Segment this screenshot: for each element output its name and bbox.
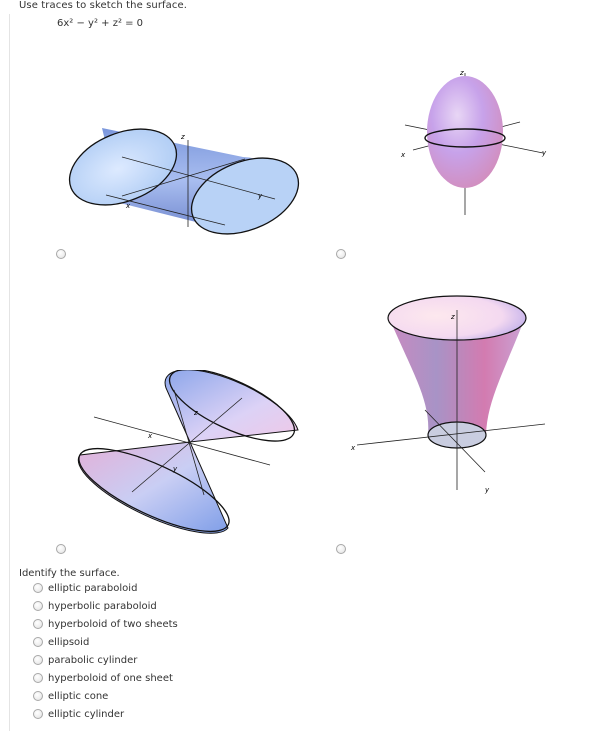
option-radio[interactable] xyxy=(33,709,43,719)
option-radio[interactable] xyxy=(33,583,43,593)
figure-1-radio[interactable] xyxy=(56,249,66,259)
axis-label-y: y xyxy=(258,192,263,200)
option-label: hyperboloid of one sheet xyxy=(48,672,173,684)
option-hyperbolic-paraboloid[interactable] xyxy=(33,599,157,613)
elliptic-cylinder-graph xyxy=(60,115,310,240)
axis-label-x: x xyxy=(126,202,131,210)
option-label: hyperboloid of two sheets xyxy=(48,618,178,630)
figure-3-radio[interactable] xyxy=(56,544,66,554)
axis-label-y: y xyxy=(485,486,490,494)
option-radio[interactable] xyxy=(33,673,43,683)
option-hyperboloid-of-two-sheets[interactable] xyxy=(33,617,178,631)
option-hyperboloid-of-one-sheet[interactable] xyxy=(33,671,173,685)
option-radio[interactable] xyxy=(33,691,43,701)
option-label: elliptic cone xyxy=(48,690,109,702)
axis-label-z: z xyxy=(181,133,185,141)
axis-label-z: z xyxy=(451,313,455,321)
option-label: elliptic paraboloid xyxy=(48,582,138,594)
equation: 6x² − y² + z² = 0 xyxy=(57,18,144,29)
option-radio[interactable] xyxy=(33,601,43,611)
axis-label-z: z xyxy=(194,409,198,417)
axis-label-x: x xyxy=(351,444,356,452)
question-prompt: Use traces to sketch the surface. xyxy=(19,0,188,11)
option-label: elliptic cylinder xyxy=(48,708,125,720)
axis-label-z: z xyxy=(460,69,464,77)
option-label: ellipsoid xyxy=(48,636,90,648)
option-label: hyperbolic paraboloid xyxy=(48,600,157,612)
option-radio[interactable] xyxy=(33,637,43,647)
figure-2-radio[interactable] xyxy=(336,249,346,259)
option-radio[interactable] xyxy=(33,655,43,665)
option-parabolic-cylinder[interactable] xyxy=(33,653,137,667)
axis-label-x: x xyxy=(148,432,153,440)
option-ellipsoid[interactable] xyxy=(33,635,89,649)
axis-label-y: y xyxy=(173,465,178,473)
identify-prompt: Identify the surface. xyxy=(19,568,120,579)
option-label: parabolic cylinder xyxy=(48,654,138,666)
option-elliptic-paraboloid[interactable] xyxy=(33,581,137,595)
left-border xyxy=(9,14,10,731)
ellipsoid-graph xyxy=(395,65,555,220)
hyperboloid-graph xyxy=(345,290,550,500)
option-elliptic-cylinder[interactable] xyxy=(33,707,124,721)
figure-4-radio[interactable] xyxy=(336,544,346,554)
axis-label-y: y xyxy=(542,149,547,157)
option-elliptic-cone[interactable] xyxy=(33,689,108,703)
axis-label-x: x xyxy=(401,151,406,159)
double-cone-graph xyxy=(70,370,305,535)
option-radio[interactable] xyxy=(33,619,43,629)
